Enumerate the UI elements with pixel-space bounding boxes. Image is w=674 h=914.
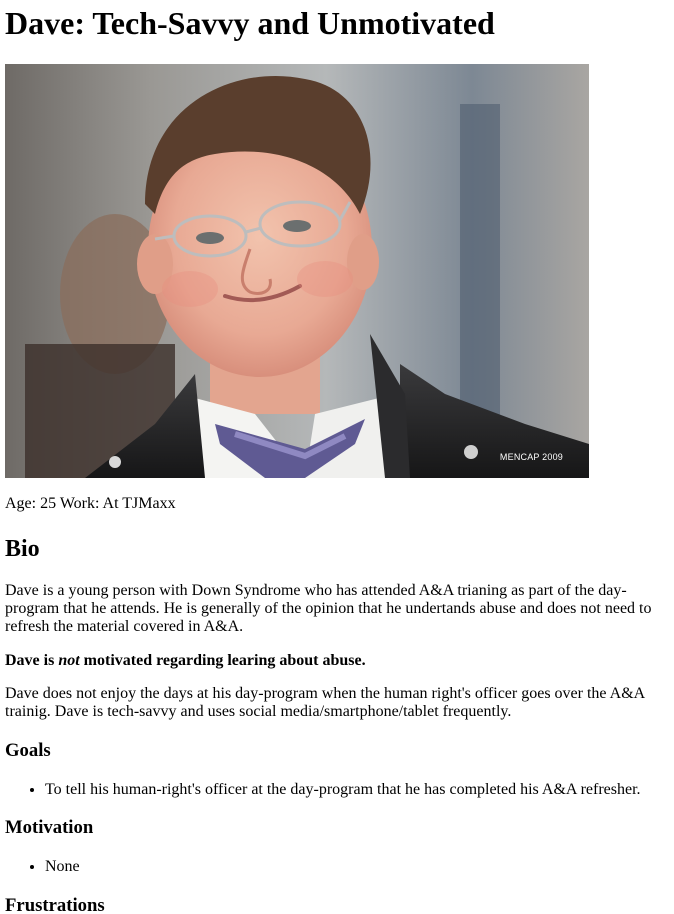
goals-list <box>45 781 641 799</box>
page-title: Dave: Tech-Savvy and Unmotivated <box>5 5 495 41</box>
persona-photo <box>5 64 589 478</box>
persona-meta: Age: 25 Work: At TJMaxx <box>5 495 176 512</box>
motivation-list-item: • None <box>45 858 80 876</box>
motivation-statement <box>5 652 655 670</box>
photo-credit: MENCAP 2009 <box>499 452 563 462</box>
bio-paragraph-1: Dave is a young person with Down Syndrome who has attended A&A trianing as part of the day-program that he attends. He is generally of the opinion that he undertands abuse and does not need to refresh the material covered in A&A. <box>5 582 652 635</box>
frustrations-heading: Frustrations <box>5 895 105 914</box>
motivation-list <box>45 858 80 876</box>
motivation-statement-emphasis: not <box>58 652 80 669</box>
bio-paragraph-2: Dave does not enjoy the days at his day-program when the human right's officer goes over the A&A trainig. Dave is tech-savvy and uses social media/smartphone/tablet frequently. <box>5 685 645 720</box>
motivation-statement-prefix: Dave is <box>5 652 59 669</box>
goals-list-item: • To tell his human-right's officer at the day-program that he has completed his A&A refresher. <box>45 781 641 799</box>
motivation-statement-suffix: motivated regarding learing about abuse. <box>79 652 366 669</box>
goals-heading: Goals <box>5 740 51 761</box>
bio-heading: Bio <box>5 536 40 562</box>
motivation-heading: Motivation <box>5 817 94 838</box>
